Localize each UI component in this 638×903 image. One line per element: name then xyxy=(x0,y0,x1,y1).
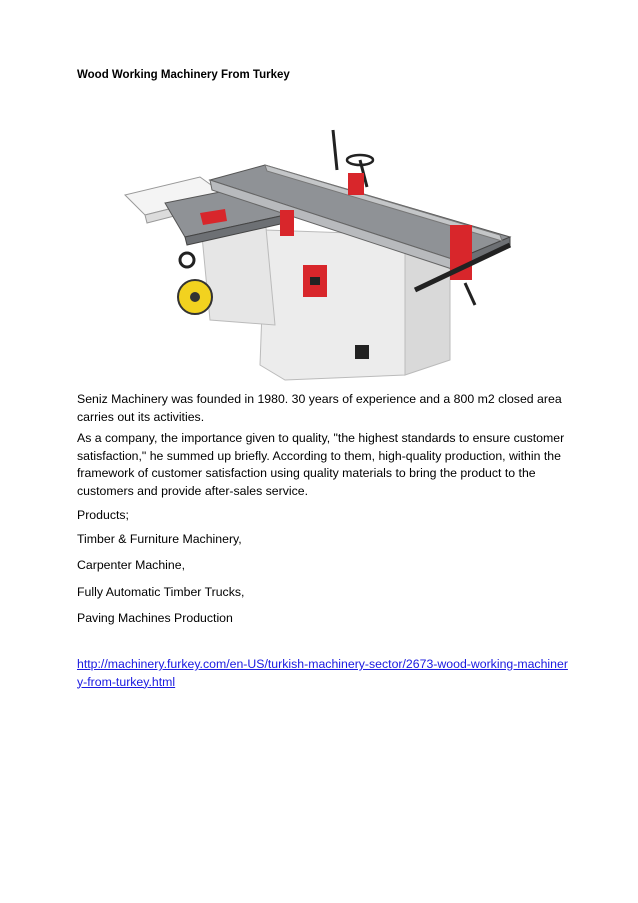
product-item: Fully Automatic Timber Trucks, xyxy=(77,585,245,599)
product-item: Carpenter Machine, xyxy=(77,558,185,572)
product-item: Timber & Furniture Machinery, xyxy=(77,532,242,546)
product-item: Paving Machines Production xyxy=(77,611,233,625)
paragraph-intro: Seniz Machinery was founded in 1980. 30 years of experience and a 800 m2 closed area carries out its activities. xyxy=(77,392,562,424)
paragraph-quality: As a company, the importance given to quality, "the highest standards to ensure customer satisfaction," he summed up briefly. According to them, high-quality production, within the framework of customer satisfaction using quality materials to bring the product to the customers and provide after-sales service. xyxy=(77,431,565,498)
document-title: Wood Working Machinery From Turkey xyxy=(77,69,290,81)
products-heading: Products; xyxy=(77,508,129,522)
source-link[interactable]: http://machinery.furkey.com/en-US/turkish-machinery-sector/2673-wood-working-machinery-from-turkey.html xyxy=(77,657,568,689)
machine-photo xyxy=(115,125,525,387)
